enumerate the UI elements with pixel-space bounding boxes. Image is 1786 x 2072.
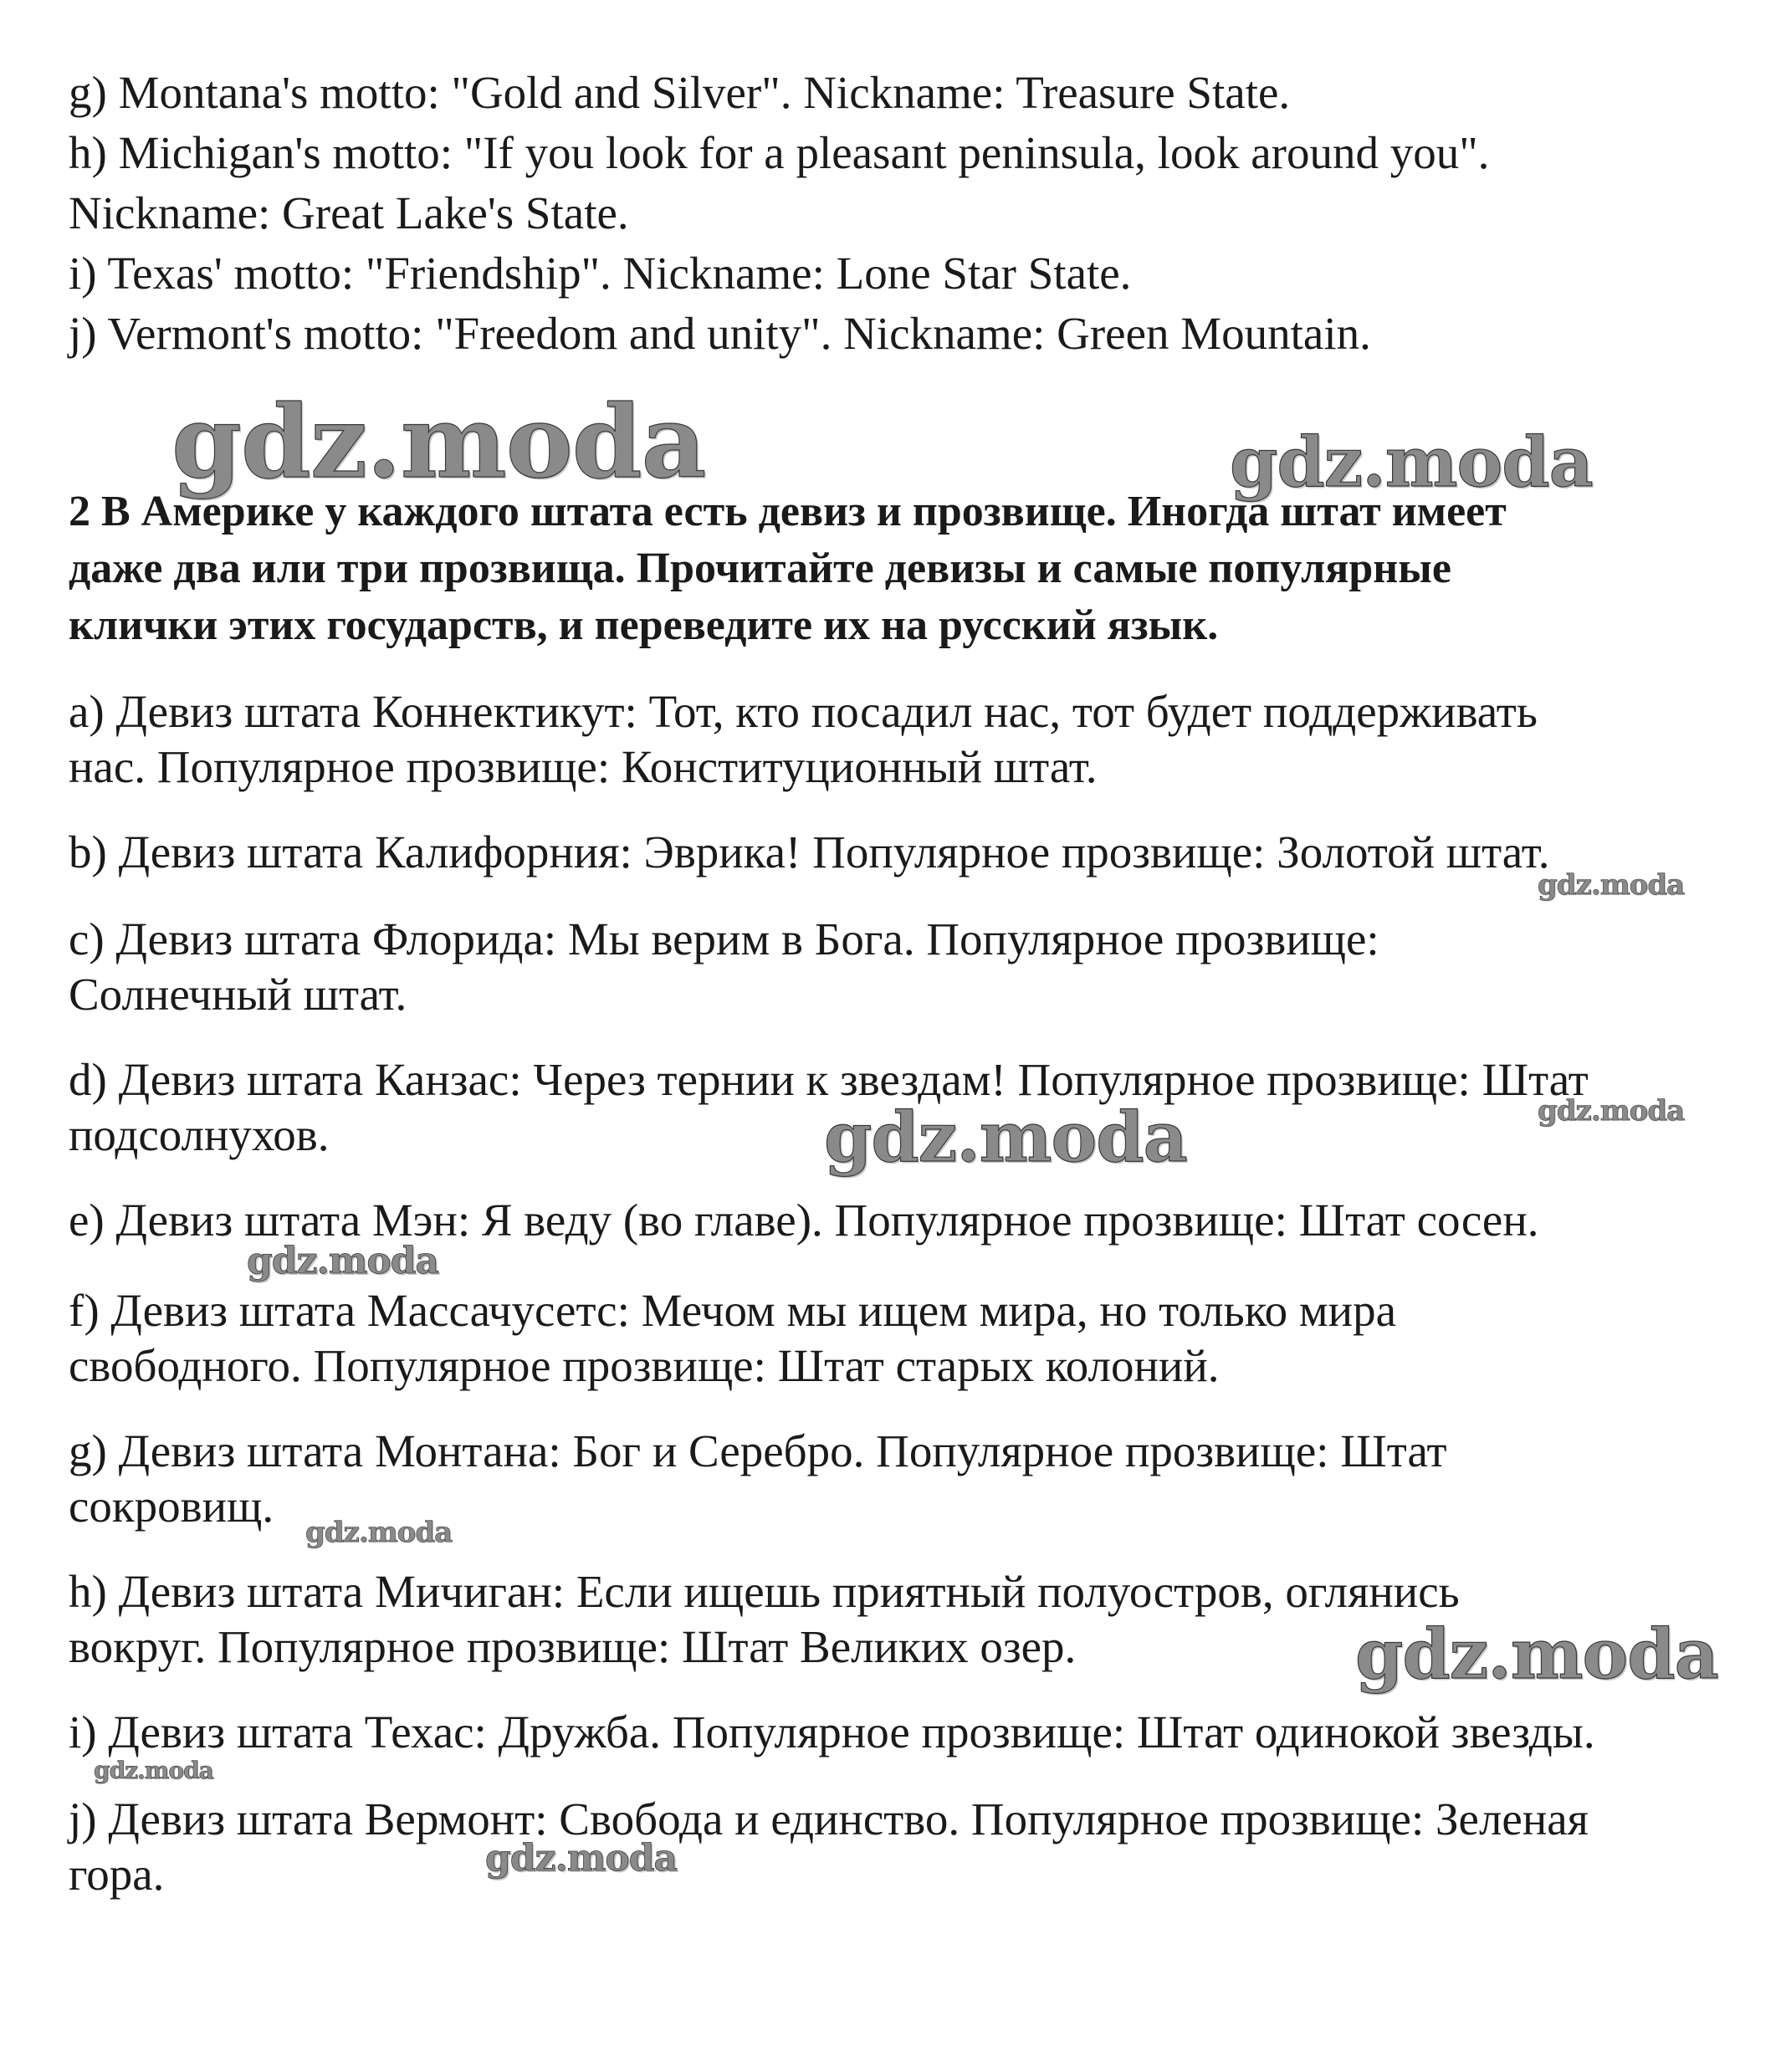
translation-j-line-1: j) Девиз штата Вермонт: Свобода и единство. Популярное прозвище: Зеленая bbox=[69, 1793, 1589, 1844]
watermark: gdz.moda bbox=[247, 1240, 439, 1282]
translation-e: e) Девиз штата Мэн: Я веду (во главе). Популярное прозвище: Штат сосен. bbox=[69, 1195, 1539, 1246]
watermark: gdz.moda bbox=[1355, 1614, 1718, 1695]
watermark: gdz.moda bbox=[94, 1757, 213, 1784]
translation-c-line-1: c) Девиз штата Флорида: Мы верим в Бога. Популярное прозвище: bbox=[69, 913, 1379, 964]
task-heading-line-3: клички этих государств, и переведите их на русский язык. bbox=[69, 601, 1219, 649]
watermark: gdz.moda bbox=[824, 1097, 1187, 1178]
task-heading-line-1: 2 В Америке у каждого штата есть девиз и прозвище. Иногда штат имеет bbox=[69, 488, 1507, 535]
answer-line-g: g) Montana's motto: "Gold and Silver". Nickname: Treasure State. bbox=[69, 67, 1291, 118]
watermark: gdz.moda bbox=[1230, 422, 1593, 503]
watermark: gdz.moda bbox=[1538, 1094, 1685, 1128]
task-heading-line-2: даже два или три прозвища. Прочитайте девизы и самые популярные bbox=[69, 545, 1451, 592]
translation-a-line-2: нас. Популярное прозвище: Конституционный штат. bbox=[69, 741, 1098, 792]
answer-line-h: h) Michigan's motto: "If you look for a pleasant peninsula, look around you". bbox=[69, 127, 1490, 178]
answer-line-j: j) Vermont's motto: "Freedom and unity". Nickname: Green Mountain. bbox=[69, 308, 1371, 359]
watermark: gdz.moda bbox=[485, 1837, 678, 1880]
translation-f-line-1: f) Девиз штата Массачусетс: Мечом мы ищем мира, но только мира bbox=[69, 1285, 1397, 1336]
translation-g-line-2: сокровищ. bbox=[69, 1481, 274, 1532]
translation-i: i) Девиз штата Техас: Дружба. Популярное прозвище: Штат одинокой звезды. bbox=[69, 1706, 1595, 1757]
translation-d-line-1: d) Девиз штата Канзас: Через тернии к звездам! Популярное прозвище: Штат bbox=[69, 1054, 1589, 1105]
translation-g-line-1: g) Девиз штата Монтана: Бог и Серебро. Популярное прозвище: Штат bbox=[69, 1425, 1447, 1476]
translation-b: b) Девиз штата Калифорния: Эврика! Популярное прозвище: Золотой штат. bbox=[69, 826, 1550, 877]
translation-j-line-2: гора. bbox=[69, 1849, 165, 1900]
translation-h-line-2: вокруг. Популярное прозвище: Штат Великих озер. bbox=[69, 1621, 1077, 1672]
watermark: gdz.moda bbox=[171, 383, 706, 501]
translation-f-line-2: свободного. Популярное прозвище: Штат старых колоний. bbox=[69, 1340, 1220, 1391]
watermark: gdz.moda bbox=[305, 1516, 453, 1549]
answer-line-h-cont: Nickname: Great Lake's State. bbox=[69, 187, 629, 238]
translation-c-line-2: Солнечный штат. bbox=[69, 969, 407, 1020]
answer-line-i: i) Texas' motto: "Friendship". Nickname: Lone Star State. bbox=[69, 248, 1132, 299]
translation-h-line-1: h) Девиз штата Мичиган: Если ищешь приятный полуостров, оглянись bbox=[69, 1566, 1460, 1617]
translation-d-line-2: подсолнухов. bbox=[69, 1109, 330, 1160]
translation-a-line-1: a) Девиз штата Коннектикут: Тот, кто посадил нас, тот будет поддерживать bbox=[69, 686, 1538, 737]
watermark: gdz.moda bbox=[1538, 868, 1685, 902]
